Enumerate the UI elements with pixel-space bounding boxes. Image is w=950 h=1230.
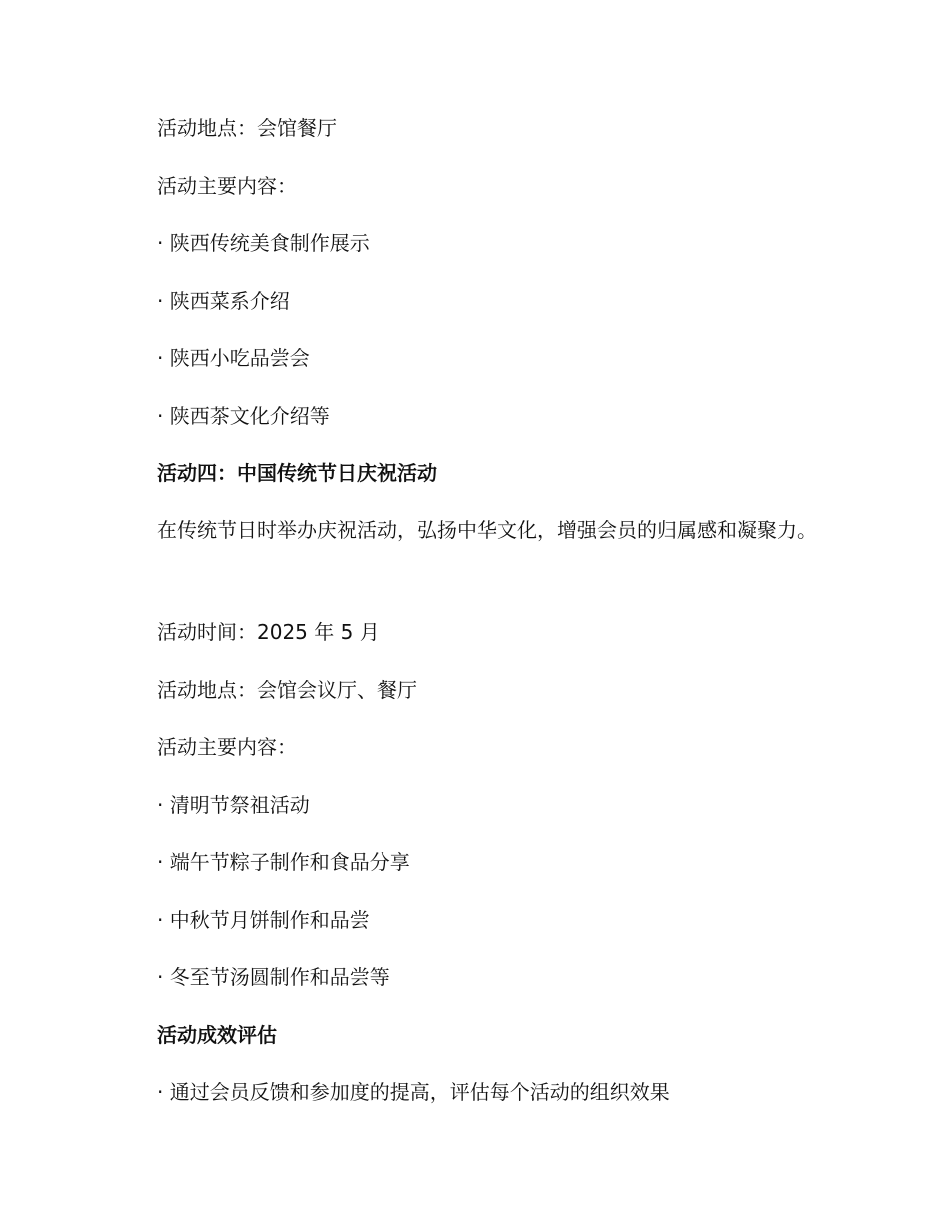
list-item: · 陕西小吃品尝会 [157, 346, 310, 370]
activity-location-text: 活动地点：会馆会议厅、餐厅 [157, 678, 417, 702]
section-intro-paragraph: 在传统节日时举办庆祝活动，弘扬中华文化，增强会员的归属感和凝聚力。 [157, 518, 817, 542]
section-heading-evaluation: 活动成效评估 [157, 1023, 277, 1047]
list-item: · 通过会员反馈和参加度的提高，评估每个活动的组织效果 [157, 1080, 670, 1104]
list-item: · 陕西菜系介绍 [157, 289, 290, 313]
section-heading-activity-four: 活动四：中国传统节日庆祝活动 [157, 461, 437, 485]
list-item: · 陕西传统美食制作展示 [157, 231, 370, 255]
activity-time-text: 活动时间：2025 年 5 月 [157, 620, 380, 644]
list-item: · 陕西茶文化介绍等 [157, 404, 330, 428]
list-item: · 端午节粽子制作和食品分享 [157, 850, 410, 874]
list-item: · 冬至节汤圆制作和品尝等 [157, 965, 390, 989]
activity-content-label: 活动主要内容： [157, 174, 297, 198]
activity-location-text: 活动地点：会馆餐厅 [157, 116, 337, 140]
list-item: · 清明节祭祖活动 [157, 793, 310, 817]
list-item: · 中秋节月饼制作和品尝 [157, 908, 370, 932]
activity-content-label: 活动主要内容： [157, 735, 297, 759]
